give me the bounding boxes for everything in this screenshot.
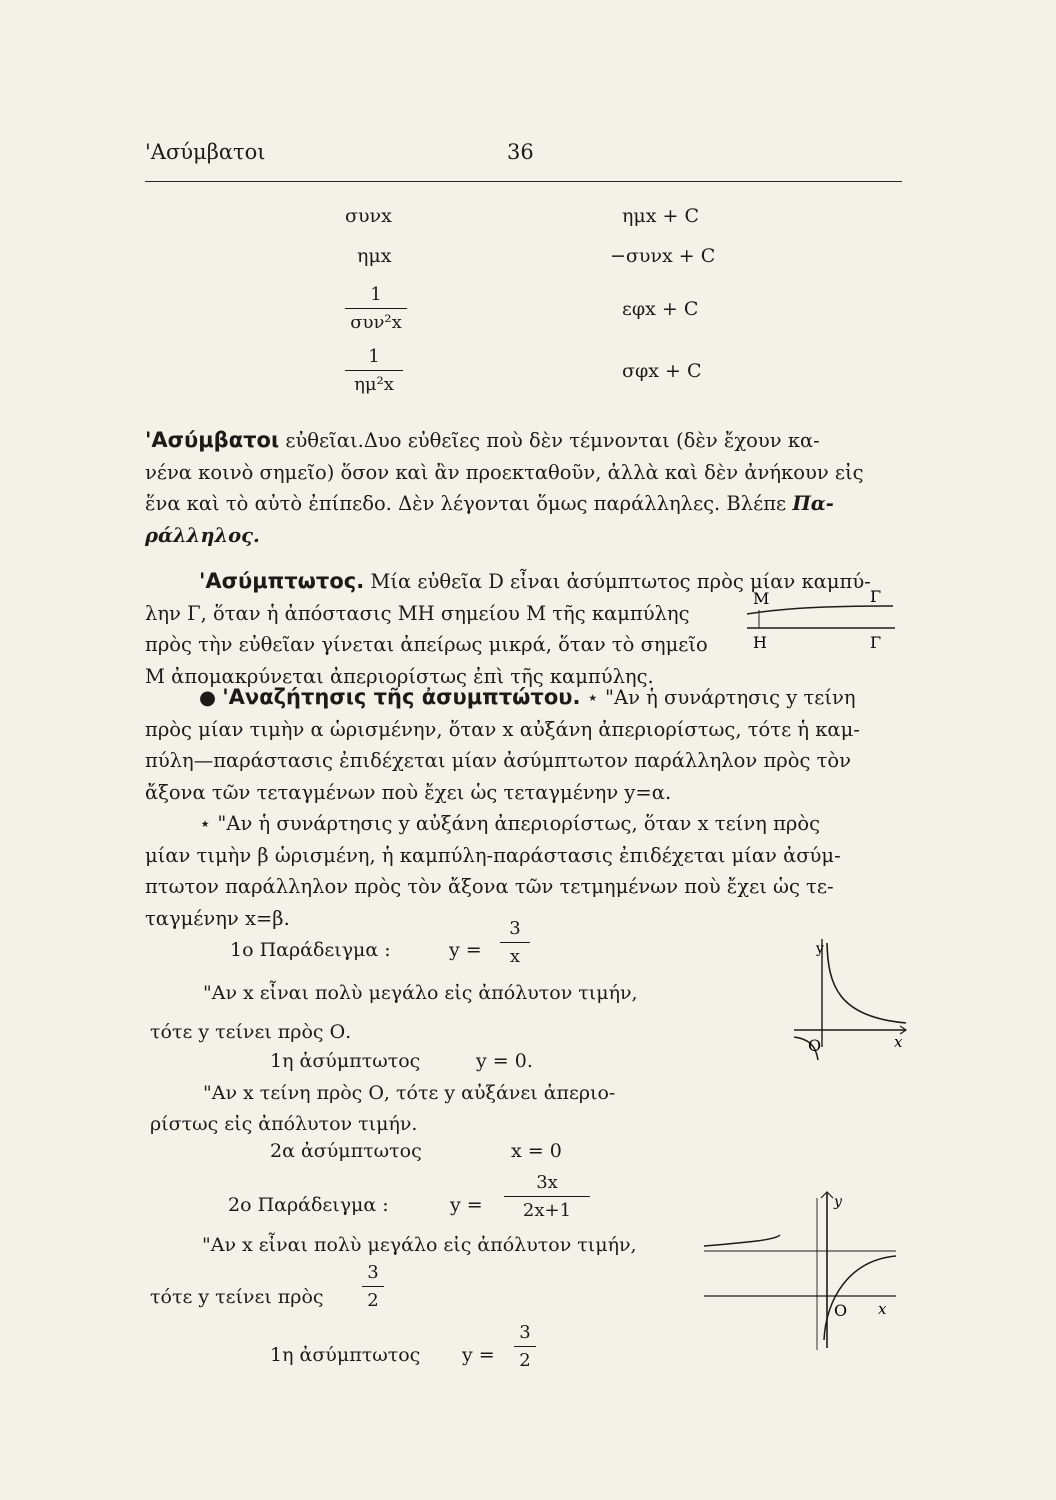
hyperbola-branch-left <box>704 1235 780 1246</box>
fraction-denominator: ημ²x <box>354 374 394 395</box>
example1-title: 1ο Παράδειγμα : <box>230 939 391 961</box>
example2-eq-lhs: y = <box>450 1194 483 1216</box>
fraction-denominator: 2 <box>367 1290 379 1311</box>
origin-label: O <box>834 1301 848 1320</box>
label-gamma-line: Γ <box>870 633 882 652</box>
example1-line4: ρίστως εἰς ἀπόλυτον τιμήν. <box>150 1113 418 1135</box>
fraction-denominator: x <box>509 946 521 967</box>
example2-asym1-fraction <box>514 1322 536 1371</box>
asymvatoi-line-3 <box>145 488 902 520</box>
example2-line1: "Αν x εἶναι πολὺ μεγάλο εἰς ἀπόλυτον τιμήν, <box>202 1234 637 1256</box>
asymptotos-line-3: πρὸς τὴν εὐθεῖαν γίνεται ἀπείρως μικρά, ὅταν τὸ σημεῖο <box>145 633 708 656</box>
asymptotos-line-4: Μ ἀπομακρύνεται ἀπεριορίστως ἐπὶ τῆς καμπύλης. <box>145 664 654 688</box>
example1-asym2-label: 2α ἀσύμπτωτος <box>270 1140 422 1162</box>
fraction-numerator: 3 <box>367 1262 379 1283</box>
header-rule <box>145 181 902 182</box>
search-line-6: μίαν τιμὴν β ὡρισμένη, ἡ καμπύλη-παράστασις ἐπιδέχεται μίαν ἀσύμ- <box>145 843 841 867</box>
integrand-sin: ημx <box>357 245 392 267</box>
fraction-bar <box>362 1286 384 1287</box>
y-label: y <box>834 1194 842 1210</box>
x-label: x <box>878 1300 887 1318</box>
fraction-numerator: 3 <box>509 918 521 939</box>
fraction-numerator: 3x <box>536 1172 558 1193</box>
integrand-cos: συνx <box>345 205 392 227</box>
integral-result-tan: εφx + C <box>622 298 699 320</box>
asymptotos-line-1 <box>199 566 871 598</box>
asymvatoi-heading: 'Ασύμβατοι <box>145 428 280 452</box>
example1-line1: "Αν x εἶναι πολὺ μεγάλο εἰς ἀπόλυτον τιμήν, <box>203 982 638 1004</box>
x-label: x <box>894 1033 903 1051</box>
example2-line2: τότε y τείνει πρὸς <box>150 1286 324 1308</box>
asymvatoi-line-2: νένα κοινὸ σημεῖο) ὅσον καὶ ἂν προεκταθοῦν, ἀλλὰ καὶ δὲν ἀνήκουν εἰς <box>145 460 864 484</box>
example1-asym1-eq: y = 0. <box>476 1050 533 1072</box>
fraction-denominator: συν²x <box>350 312 402 333</box>
integral-result-neg-cos: −συνx + C <box>610 245 716 267</box>
example1-line3: "Αν x τείνη πρὸς Ο, τότε y αὐξάνει ἀπεριο- <box>203 1082 616 1104</box>
asymvatoi-text: ἕνα καὶ τὸ αὐτὸ ἐπίπεδο. Δὲν λέγονται ὅμως παράλληλες. Βλέπε <box>145 492 787 515</box>
example2-limit-fraction <box>362 1262 384 1311</box>
example2-asym1-lhs: y = <box>462 1344 495 1366</box>
example2-hyperbola-figure <box>700 1188 900 1353</box>
asymptotos-heading: 'Ασύμπτωτος. <box>199 569 365 593</box>
fraction-bar <box>514 1346 536 1347</box>
fraction-numerator: 1 <box>370 284 382 305</box>
example2-title: 2ο Παράδειγμα : <box>228 1194 389 1216</box>
y-label: y <box>816 941 824 957</box>
see-reference-cont: ράλληλος. <box>145 523 260 547</box>
search-text: "Αν ἡ συνάρτησις y αὐξάνη ἀπεριορίστως, ὅταν x τείνη πρὸς <box>211 812 821 835</box>
asymvatoi-line-1 <box>145 425 902 457</box>
search-line-8: ταγμένην x=β. <box>145 906 290 930</box>
hyperbola-branch-right <box>827 943 906 1023</box>
search-line-5 <box>199 808 902 840</box>
label-gamma-curve: Γ <box>870 588 882 606</box>
fraction-bar <box>504 1196 590 1197</box>
star-icon: ⋆ <box>586 686 599 709</box>
example1-asym2-eq: x = 0 <box>511 1140 562 1162</box>
asymvatoi-text: Δυο εὐθεῖες ποὺ δὲν τέμνονται (δὲν ἔχουν κα- <box>363 429 820 452</box>
integrand-sec-squared <box>345 284 407 333</box>
integral-result-cot: σφx + C <box>622 360 702 382</box>
fraction-numerator: 1 <box>368 346 380 367</box>
search-line-4: ἄξονα τῶν τεταγμένων ποὺ ἔχει ὡς τεταγμένην y=α. <box>145 780 672 804</box>
asymvatoi-heading-suffix: εὐθεῖαι. <box>279 429 364 452</box>
asymvatoi-entry <box>145 425 902 551</box>
example2-fraction <box>504 1172 590 1221</box>
asymptote-figure <box>745 588 900 656</box>
search-text: "Αν ἡ συνάρτησις y τείνη <box>598 686 856 709</box>
example1-fraction <box>500 918 530 967</box>
fraction-bar <box>500 942 530 943</box>
fraction-numerator: 3 <box>519 1322 531 1343</box>
see-reference: Πα- <box>792 492 834 515</box>
integrand-csc-squared <box>345 346 403 395</box>
example2-asym1-label: 1η ἀσύμπτωτος <box>270 1344 421 1366</box>
search-line-1 <box>199 682 902 714</box>
asymptotos-line-2: λην Γ, ὅταν ἡ ἀπόστασις ΜΗ σημείου Μ τῆς καμπύλης <box>145 601 690 625</box>
fraction-denominator: 2x+1 <box>522 1200 572 1221</box>
fraction-bar <box>345 370 403 371</box>
example1-line2: τότε y τείνει πρὸς Ο. <box>150 1021 352 1043</box>
search-heading: 'Αναζήτησις τῆς ἀσυμπτώτου. <box>222 685 581 709</box>
example1-eq-lhs: y = <box>449 939 482 961</box>
example1-hyperbola-figure <box>790 935 910 1065</box>
origin-label: O <box>808 1036 822 1055</box>
fraction-bar <box>345 308 407 309</box>
bullet-icon: ● <box>199 686 217 709</box>
fraction-denominator: 2 <box>519 1350 531 1371</box>
star-icon: ⋆ <box>199 812 212 835</box>
asymptotos-entry <box>145 566 871 692</box>
page-number: 36 <box>507 140 534 164</box>
search-asymptotes-entry <box>145 682 902 934</box>
search-line-3: πύλη—παράστασις ἐπιδέχεται μίαν ἀσύμπτωτον παράλληλον πρὸς τὸν <box>145 749 851 772</box>
label-m: M <box>753 589 770 608</box>
label-h: H <box>753 633 767 652</box>
asymptotos-text: Μία εὐθεῖα D εἶναι ἀσύμπτωτος πρὸς μίαν καμπύ- <box>364 570 871 593</box>
example1-asym1-label: 1η ἀσύμπτωτος <box>270 1050 421 1072</box>
integral-result-sin: ημx + C <box>622 205 699 227</box>
running-title: 'Ασύμβατοι <box>145 140 266 164</box>
search-line-7: πτωτον παράλληλον πρὸς τὸν ἄξονα τῶν τετμημένων ποὺ ἔχει ὡς τε- <box>145 875 834 898</box>
hyperbola-branch-right <box>824 1256 896 1340</box>
search-line-2: πρὸς μίαν τιμὴν α ὡρισμένην, ὅταν x αὐξάνη ἀπεριορίστως, τότε ἡ καμ- <box>145 717 860 741</box>
